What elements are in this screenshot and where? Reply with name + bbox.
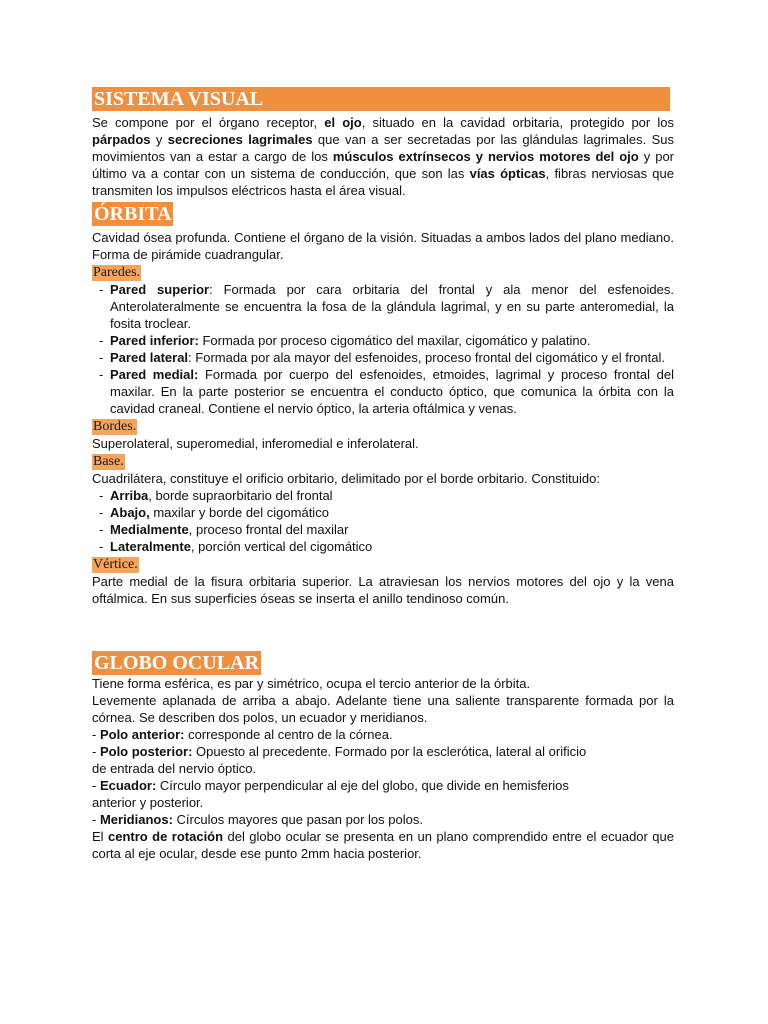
text: , fibras nerviosas que transmiten los impulsos eléctricos hasta el área visual.: [92, 166, 674, 198]
item-label: Pared lateral: [110, 350, 189, 365]
list-item: [92, 487, 674, 504]
section-spacer: [92, 607, 674, 651]
item-label: Pared superior: [110, 282, 210, 297]
item-label: Polo posterior:: [99, 744, 193, 759]
text: Se compone por el órgano receptor,: [92, 115, 325, 130]
globo-item: [92, 743, 674, 777]
document-content: [92, 87, 674, 862]
item-label: Medialmente: [110, 522, 189, 537]
dash: -: [92, 727, 100, 742]
subheading-vertice: Vértice.: [93, 557, 138, 572]
dash: -: [92, 812, 100, 827]
text: y por último va a contar con un sistema de conducción, que son las: [92, 149, 675, 181]
sistema-visual-intro: [92, 114, 674, 199]
heading-orbita: ÓRBITA: [94, 203, 172, 225]
item-label: Arriba: [110, 488, 149, 503]
subheading-bordes: Bordes.: [93, 419, 137, 434]
item-text: Círculos mayores que pasan por los polos.: [172, 812, 423, 827]
item-text-continued: de entrada del nervio óptico.: [92, 761, 257, 776]
subheading-paredes: Paredes.: [93, 265, 141, 280]
item-text: corresponde al centro de la córnea.: [184, 727, 393, 742]
text: El: [92, 829, 108, 844]
item-text: Formada por proceso cigomático del maxilar, cigomático y palatino.: [198, 333, 591, 348]
list-item: [92, 366, 674, 417]
item-text: , proceso frontal del maxilar: [188, 522, 349, 537]
item-text: Opuesto al precedente. Formado por la esclerótica, lateral al orificio: [192, 744, 587, 759]
base-text: Cuadrilátera, constituye el orificio orbitario, delimitado por el borde orbitario. Constituido:: [92, 471, 600, 486]
globo-item: [92, 811, 674, 828]
list-item: [92, 504, 674, 521]
dash: -: [92, 778, 100, 793]
list-item: [92, 538, 674, 555]
item-label: Pared inferior:: [110, 333, 199, 348]
bold-term: centro de rotación: [108, 829, 224, 844]
bold-term: el ojo: [324, 115, 362, 130]
text: , situado en la cavidad orbitaria, protegido por los: [361, 115, 674, 130]
vertice-text: Parte medial de la fisura orbitaria superior. La atraviesan los nervios motores del ojo y la vena oftálmica. En sus superficies óseas se inserta el anillo tendinoso común.: [92, 574, 674, 606]
bordes-text: Superolateral, superomedial, inferomedial e inferolateral.: [92, 436, 419, 451]
globo-p1: Tiene forma esférica, es par y simétrico, ocupa el tercio anterior de la órbita.: [92, 676, 531, 691]
item-text: : Formada por cara orbitaria del frontal y ala menor del esfenoides. Anterolateralmente se encuentra la fosa de la glándula lagrimal, y en su parte anteromedial, la fosita troclear.: [110, 282, 674, 331]
item-text: maxilar y borde del cigomático: [149, 505, 329, 520]
item-text: Formada por cuerpo del esfenoides, etmoides, lagrimal y proceso frontal del maxilar. En la parte posterior se encuentra el conducto óptico, que comunica la órbita con la cavidad craneal. Contiene el nervio óptico, la arteria oftálmica y venas.: [110, 367, 674, 416]
subheading-base: Base.: [93, 454, 124, 469]
item-text-continued: anterior y posterior.: [92, 795, 204, 810]
globo-last: [92, 828, 674, 862]
item-text: , porción vertical del cigomático: [190, 539, 373, 554]
list-item: [92, 521, 674, 538]
item-label: Ecuador:: [99, 778, 157, 793]
base-list: [92, 487, 674, 555]
list-item: [92, 281, 674, 332]
paredes-list: [92, 281, 674, 417]
bold-term: músculos extrínsecos y nervios motores del ojo: [332, 149, 639, 164]
text: y: [150, 132, 168, 147]
item-text: Círculo mayor perpendicular al eje del globo, que divide en hemisferios: [156, 778, 569, 793]
item-label: Meridianos:: [99, 812, 173, 827]
bold-term: párpados: [92, 132, 151, 147]
orbita-intro: Cavidad ósea profunda. Contiene el órgano de la visión. Situadas a ambos lados del plano mediano. Forma de pirámide cuadrangular.: [92, 230, 674, 262]
list-item: [92, 349, 674, 366]
text: del globo ocular se presenta en un plano comprendido entre el ecuador que corta al eje ocular, desde ese punto 2mm hacia posterior.: [92, 829, 674, 861]
item-label: Lateralmente: [110, 539, 191, 554]
heading-globo-ocular: GLOBO OCULAR: [94, 652, 260, 674]
globo-item: [92, 726, 674, 743]
dash: -: [92, 744, 100, 759]
item-label: Polo anterior:: [99, 727, 185, 742]
heading-sistema-visual: SISTEMA VISUAL: [92, 87, 670, 111]
globo-item: [92, 777, 674, 811]
globo-p2: Levemente aplanada de arriba a abajo. Adelante tiene una saliente transparente formada por la córnea. Se describen dos polos, un ecuador y meridianos.: [92, 693, 674, 725]
bold-term: vías ópticas: [469, 166, 546, 181]
text: que van a ser secretadas por las glándulas lagrimales. Sus movimientos van a estar a cargo de los: [92, 132, 674, 164]
list-item: [92, 332, 674, 349]
item-label: Pared medial:: [110, 367, 199, 382]
item-text: , borde supraorbitario del frontal: [148, 488, 333, 503]
item-label: Abajo,: [110, 505, 150, 520]
item-text: : Formada por ala mayor del esfenoides, proceso frontal del cigomático y el frontal.: [188, 350, 665, 365]
bold-term: secreciones lagrimales: [167, 132, 313, 147]
